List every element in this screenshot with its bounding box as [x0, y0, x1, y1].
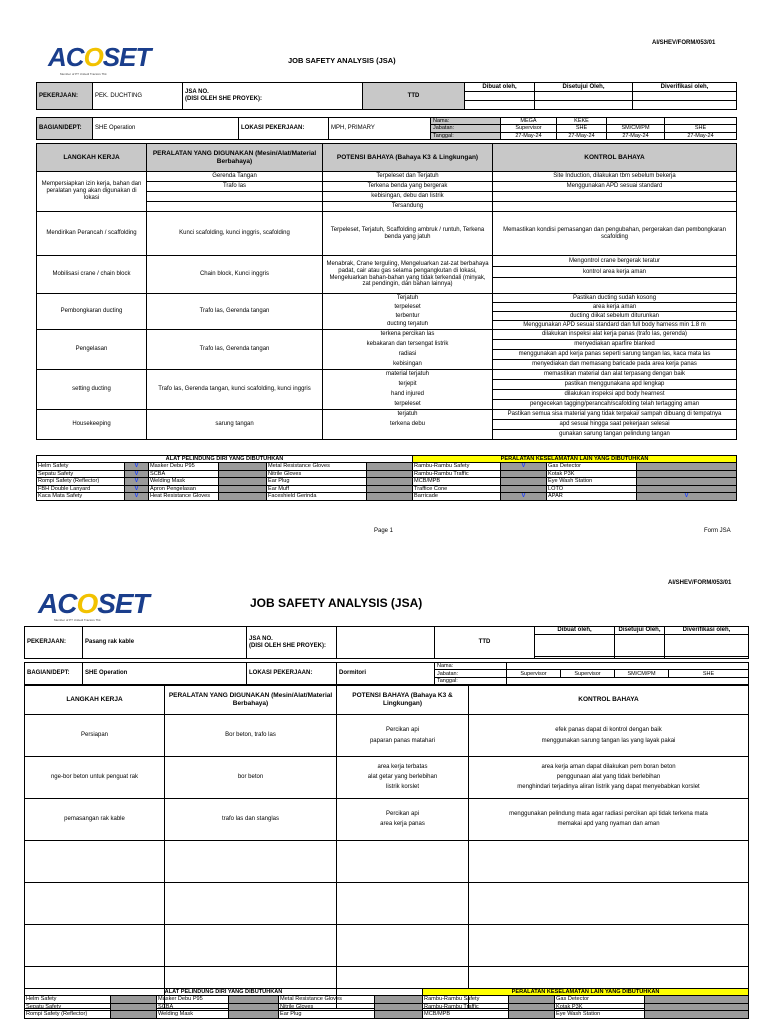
step-row-7-potensi: terjatuh — [323, 410, 493, 420]
step-row-6-kontrol: memastikan material dan alat terpasang dengan baik — [493, 370, 737, 380]
jsa-info-table — [36, 117, 737, 140]
step-row-7-kontrol: apd sesuai hingga saat pekerjaan selesai — [493, 420, 737, 430]
step-row-3-kontrol: kontrol area kerja aman — [493, 267, 737, 278]
sign-jabatan-2: Supervisor — [561, 670, 615, 678]
col-langkah: LANGKAH KERJA — [37, 144, 147, 172]
step-row-7-peralatan: sarung tangan — [147, 410, 323, 440]
apd-check-cell — [637, 463, 737, 470]
apd-item-label: APAR — [547, 493, 637, 500]
logo-tagline: Member of PT Unitedi Tractors Tbk — [60, 72, 107, 76]
step-row-6-kontrol: pastikan menggunakana apd lengkap — [493, 380, 737, 390]
apd-check-cell: V — [501, 493, 547, 500]
apd-check-cell — [501, 478, 547, 485]
jabatan-label: Jabatan: — [435, 670, 507, 678]
step-row-5-langkah: Pengelasan — [37, 330, 147, 370]
bagian-value: SHE Operation — [93, 118, 239, 140]
apd-check-cell: V — [125, 493, 149, 500]
apd-check-cell: V — [125, 463, 149, 470]
lokasi-value: MPH, PRIMARY — [329, 118, 431, 140]
apd-check-cell — [375, 1003, 423, 1010]
pekerjaan-value: PEK. DUCHTING — [93, 83, 183, 110]
apd-item-label: Rambu-Rambu Traffic — [423, 1003, 509, 1010]
form-code: AI/SHEV/FORM/053/01 — [652, 40, 716, 46]
apd-check-cell — [501, 470, 547, 477]
lokasi-label: LOKASI PEKERJAAN: — [239, 118, 329, 140]
disetujui-oleh: Disetujui Oleh, — [535, 83, 633, 92]
step-row-1-peralatan: Bor beton, trafo las — [165, 715, 337, 757]
step-row-7-kontrol: Pastikan semua sisa material yang tidak terpakai/ sampah dibuang di tempatnya — [493, 410, 737, 420]
apd-item-label: Sepatu Safety — [25, 1003, 111, 1010]
sign-jabatan-1: Supervisor — [507, 670, 561, 678]
step-row-5-potensi: kebakaran dan tersengat listrik — [323, 340, 493, 350]
apd-item-label: Masker Debu P95 — [149, 463, 219, 470]
jsa-no-label: JSA NO. (DISI OLEH SHE PROYEK): — [183, 83, 273, 110]
apd-row — [25, 1003, 749, 1010]
apd-item-label: Ear Plug — [267, 478, 367, 485]
apd-check-cell — [509, 996, 555, 1003]
step-row-1-langkah: Mempersiapkan izin kerja, bahan dan peralatan yang akan digunakan di lokasi — [37, 172, 147, 212]
step-row-7-langkah: Housekeeping — [37, 410, 147, 440]
apd-check-cell: V — [125, 478, 149, 485]
sign-jabatan-1: Supervisor — [501, 125, 557, 132]
step-row-5-potensi: radiasi — [323, 350, 493, 360]
apd-check-cell — [645, 996, 749, 1003]
apd-item-label: Heat Resistance Gloves — [149, 493, 219, 500]
col-peralatan: PERALATAN YANG DIGUNAKAN (Mesin/Alat/Material Berbahaya) — [147, 144, 323, 172]
step-row-4-potensi: Terjatuh — [323, 294, 493, 303]
step-row-4-peralatan: Trafo las, Gerenda tangan — [147, 294, 323, 330]
step-row-4-potensi: terpeleset — [323, 303, 493, 312]
sign-jabatan-3: SM/CM/PM — [615, 670, 669, 678]
step-row-2-peralatan: bor beton — [165, 757, 337, 799]
step-row-3-peralatan: trafo las dan stanglas — [165, 799, 337, 841]
apd-row — [25, 1011, 749, 1018]
apd-check-cell — [219, 470, 267, 477]
step-row-1-potensi: Terpeleset dan Terjatuh — [323, 172, 493, 182]
apd-check-cell — [367, 485, 413, 492]
jsa-no-label: JSA NO. (DISI OLEH SHE PROYEK): — [247, 627, 337, 659]
apd-row — [25, 996, 749, 1003]
form-code: AI/SHEV/FORM/053/01 — [668, 580, 732, 586]
step-row-4-kontrol: ducting diikat sebelum diturunkan — [493, 312, 737, 321]
apd-item-label: SCBA — [149, 470, 219, 477]
ttd-label: TTD — [435, 627, 535, 659]
step-row-3-langkah: Mobilisasi crane / chain block — [37, 256, 147, 294]
apd-item-label: Helm Safety — [25, 996, 111, 1003]
apd-check-cell — [645, 1011, 749, 1018]
step-row-3-potensi: Menabrak, Crane terguling, Mengeluarkan zat-zat berbahaya padat, cair atau gas selama pengangkutan di lokasi, Mengeluarkan bahan-bahan yang tidak terkendali (minyak, zat pendingin, dan bahan lainnya) — [323, 256, 493, 294]
step-row-6-peralatan: Trafo las, Gerenda tangan, kunci scafolding, kunci inggris — [147, 370, 323, 410]
apd-check-cell: V — [637, 493, 737, 500]
apd-row — [37, 463, 737, 470]
acset-logo: ACOSET — [38, 588, 149, 619]
apd-check-cell — [229, 1003, 279, 1010]
step-row-1-kontrol: Menggunakan APD sesuai standard — [493, 182, 737, 192]
apd-item-label: Helm Safety — [37, 463, 125, 470]
page-number: Page 1 — [374, 528, 394, 534]
apd-check-cell — [637, 478, 737, 485]
dibuat-oleh: Dibuat oleh, — [535, 627, 615, 635]
step-row-5-potensi: kebisingan — [323, 360, 493, 370]
apd-check-cell — [219, 485, 267, 492]
nama-label: Nama: — [435, 663, 507, 670]
apd-item-label: Apron Pengelasan — [149, 485, 219, 492]
step-row-6-potensi: material terjatuh — [323, 370, 493, 380]
step-row-6-potensi: hand injured — [323, 390, 493, 400]
apd-check-cell — [219, 463, 267, 470]
acset-logo: ACOSET — [48, 42, 151, 72]
jsa-info-table — [24, 662, 749, 686]
apd-item-label: Traffice Cone — [413, 485, 501, 492]
apd-item-label: Gas Detector — [555, 996, 645, 1003]
step-row-1-kontrol: efek panas dapat di kontrol dengan baik menggunakan sarung tangan las yang layak pakai — [469, 715, 749, 757]
other-equipment-title: PERALATAN KESELAMATAN LAIN YANG DIBUTUHKAN — [423, 989, 749, 996]
apd-item-label: Metal Resistance Gloves — [267, 463, 367, 470]
step-row-2-langkah: Mendirikan Perancah / scaffolding — [37, 212, 147, 256]
apd-item-label: Rambu-Rambu Traffic — [413, 470, 501, 477]
sign-date-4: 27-May-24 — [665, 132, 737, 139]
form-label: Form JSA — [704, 528, 731, 534]
apd-check-cell — [219, 478, 267, 485]
page-title: JOB SAFETY ANALYSIS (JSA) — [250, 596, 423, 610]
lokasi-label: LOKASI PEKERJAAN: — [247, 663, 337, 686]
step-row-1-potensi: kebisingan, debu dan listrik — [323, 192, 493, 202]
apd-check-cell — [367, 493, 413, 500]
apd-check-cell — [501, 485, 547, 492]
jsa-steps-table — [36, 143, 737, 440]
apd-item-label: Faceshield Gerinda — [267, 493, 367, 500]
step-row-2-peralatan: Kunci scafolding, kunci inggris, scafolding — [147, 212, 323, 256]
apd-check-cell — [367, 478, 413, 485]
apd-check-cell — [219, 493, 267, 500]
step-row-1-peralatan: Trafo las — [147, 182, 323, 192]
apd-item-label: Metal Resistance Gloves — [279, 996, 375, 1003]
step-row-6-potensi: terpeleset — [323, 400, 493, 410]
apd-item-label: Rambu-Rambu Safety — [413, 463, 501, 470]
step-row-5-peralatan: Trafo las, Gerenda tangan — [147, 330, 323, 370]
step-row-4-potensi: ducting terjatuh — [323, 321, 493, 330]
apd-item-label: Barricade — [413, 493, 501, 500]
apd-check-cell — [229, 996, 279, 1003]
apd-item-label: Eye Wash Station — [547, 478, 637, 485]
step-row-2-kontrol: area kerja aman dapat dilakukan pem boran beton penggunaan alat yang tidak berlebihan menghindari terjadinya aliran listrik yang dapat menyebabkan korslet — [469, 757, 749, 799]
sign-name-1: MEGA — [501, 118, 557, 125]
logo-tagline: Member of PT Unitedi Tractors Tbk — [54, 618, 101, 622]
apd-item-label: Gas Detector — [547, 463, 637, 470]
step-row-2-potensi: Terpeleset, Terjatuh, Scaffolding ambruk / runtuh, Terkena benda yang jatuh — [323, 212, 493, 256]
step-row-2-langkah: nge-bor beton untuk penguat rak — [25, 757, 165, 799]
step-row-1-potensi: Tersandung — [323, 202, 493, 212]
pekerjaan-value: Pasang rak kable — [83, 627, 247, 659]
page-title: JOB SAFETY ANALYSIS (JSA) — [288, 56, 396, 65]
apd-table — [24, 988, 749, 1019]
col-kontrol: KONTROL BAHAYA — [493, 144, 737, 172]
bagian-label: BAGIAN/DEPT: — [25, 663, 83, 686]
sign-name-3 — [607, 118, 665, 125]
apd-item-label: Rambu-Rambu Safety — [423, 996, 509, 1003]
apd-check-cell — [509, 1003, 555, 1010]
step-row-1-potensi: Percikan api paparan panas matahari — [337, 715, 469, 757]
other-equipment-title: PERALATAN KESELAMATAN LAIN YANG DIBUTUHKAN — [413, 456, 737, 463]
dibuat-oleh: Dibuat oleh, — [465, 83, 535, 92]
apd-item-label: Rompi Safety (Reflector) — [25, 1011, 111, 1018]
apd-row — [37, 493, 737, 500]
apd-check-cell — [111, 1003, 157, 1010]
col-langkah: LANGKAH KERJA — [25, 685, 165, 715]
apd-check-cell — [375, 996, 423, 1003]
apd-title: ALAT PELINDUNG DIRI YANG DIBUTUHKAN — [25, 989, 423, 996]
apd-check-cell: V — [125, 485, 149, 492]
apd-item-label: Kaca Mata Safety — [37, 493, 125, 500]
step-row-4-kontrol: area kerja aman — [493, 303, 737, 312]
step-row-3-peralatan: Chain block, Kunci inggris — [147, 256, 323, 294]
sign-name-4 — [665, 118, 737, 125]
diverifikasi-oleh: Diverifikasi oleh, — [665, 627, 749, 635]
bagian-label: BAGIAN/DEPT: — [37, 118, 93, 140]
apd-item-label: Nitrile Gloves — [267, 470, 367, 477]
apd-item-label: Nitrile Gloves — [279, 1003, 375, 1010]
step-row-5-potensi: terkena percikan las — [323, 330, 493, 340]
sign-date-3: 27-May-24 — [607, 132, 665, 139]
apd-check-cell: V — [501, 463, 547, 470]
step-row-6-kontrol: pengecekan tagging/perancah/scafolding telah tertagging aman — [493, 400, 737, 410]
jsa-header-table — [24, 626, 749, 659]
step-row-4-potensi: terbentur — [323, 312, 493, 321]
apd-check-cell — [229, 1011, 279, 1018]
lokasi-value: Dormitori — [337, 663, 435, 686]
col-potensi: POTENSI BAHAYA (Bahaya K3 & Lingkungan) — [323, 144, 493, 172]
apd-title: ALAT PELINDUNG DIRI YANG DIBUTUHKAN — [37, 456, 413, 463]
sign-name-2: KEKE — [557, 118, 607, 125]
diverifikasi-oleh: Diverifikasi oleh, — [633, 83, 737, 92]
apd-item-label: Kotak P3K — [555, 1003, 645, 1010]
step-row-3-kontrol: Mengontrol crane bergerak teratur — [493, 256, 737, 267]
step-row-1-potensi: Terkena benda yang bergerak — [323, 182, 493, 192]
apd-check-cell — [111, 996, 157, 1003]
step-row-2-potensi: area kerja terbatas alat getar yang berlebihan listrik korslet — [337, 757, 469, 799]
apd-item-label: SCBA — [157, 1003, 229, 1010]
step-row-3-potensi: Percikan api area kerja panas — [337, 799, 469, 841]
apd-item-label: Sepatu Safety — [37, 470, 125, 477]
step-row-1-kontrol: Site Induction, dilakukan tbm sebelum bekerja — [493, 172, 737, 182]
step-row-6-kontrol: dilakukan inspeksi apd body hearnest — [493, 390, 737, 400]
apd-item-label: Ear Plug — [279, 1011, 375, 1018]
apd-item-label: Ear Muff — [267, 485, 367, 492]
apd-item-label: Rompi Safety (Reflector) — [37, 478, 125, 485]
nama-label: Nama: — [431, 118, 501, 125]
step-row-1-langkah: Persiapan — [25, 715, 165, 757]
apd-item-label: MCB/MPB — [423, 1011, 509, 1018]
step-row-4-kontrol: Menggunakan APD sesuai standard dan full body harness min 1.8 m — [493, 321, 737, 330]
step-row-3-kontrol: menggunakan pelindung mata agar radiasi percikan api tidak terkena mata memakai apd yang nyaman dan aman — [469, 799, 749, 841]
sign-jabatan-2: SHE — [557, 125, 607, 132]
step-row-5-kontrol: menyediakan aparfire blanked — [493, 340, 737, 350]
apd-check-cell — [637, 485, 737, 492]
apd-item-label: Welding Mask — [157, 1011, 229, 1018]
step-row-6-langkah: setting ducting — [37, 370, 147, 410]
step-row-5-kontrol: menggunakan apd kerja panas seperti sarung tangan las, kaca mata las — [493, 350, 737, 360]
tanggal-label: Tanggal: — [435, 678, 507, 685]
apd-item-label: FBH Double Lanyard — [37, 485, 125, 492]
apd-item-label: Welding Mask — [149, 478, 219, 485]
jsa-header-table — [36, 82, 737, 110]
step-row-5-kontrol: dilakukan inspeksi alat kerja panas (trafo las, gerenda) — [493, 330, 737, 340]
apd-check-cell — [509, 1011, 555, 1018]
step-row-5-kontrol: menyediakan dan memasang baricade pada area kerja panas — [493, 360, 737, 370]
sign-jabatan-4: SHE — [665, 125, 737, 132]
tanggal-label: Tanggal: — [431, 132, 501, 139]
apd-row — [37, 478, 737, 485]
step-row-7-potensi: terkena debu — [323, 420, 493, 430]
apd-check-cell — [375, 1011, 423, 1018]
step-row-3-langkah: pemasangan rak kable — [25, 799, 165, 841]
step-row-2-kontrol: Memastikan kondisi pemasangan dan pengubahan, pergerakan dan pembongkaran scafolding — [493, 212, 737, 256]
apd-check-cell — [367, 470, 413, 477]
apd-item-label: Eye Wash Station — [555, 1011, 645, 1018]
apd-table — [36, 455, 737, 501]
apd-check-cell — [111, 1011, 157, 1018]
jsa-page-2 — [0, 548, 768, 1024]
bagian-value: SHE Operation — [83, 663, 247, 686]
apd-item-label: Kotak P3K — [547, 470, 637, 477]
jabatan-label: Jabatan: — [431, 125, 501, 132]
col-kontrol: KONTROL BAHAYA — [469, 685, 749, 715]
apd-item-label: MCB/MPB — [413, 478, 501, 485]
apd-item-label: LOTO — [547, 485, 637, 492]
step-row-6-potensi: terjepit — [323, 380, 493, 390]
jsa-steps-table — [24, 684, 749, 1009]
col-peralatan: PERALATAN YANG DIGUNAKAN (Mesin/Alat/Material Berbahaya) — [165, 685, 337, 715]
step-row-1-peralatan: Gerenda Tangan — [147, 172, 323, 182]
apd-row — [37, 485, 737, 492]
sign-date-1: 27-May-24 — [501, 132, 557, 139]
ttd-label: TTD — [363, 83, 465, 110]
sign-jabatan-4: SHE — [669, 670, 749, 678]
step-row-4-kontrol: Pastikan ducting sudah kosong — [493, 294, 737, 303]
apd-item-label: Masker Debu P95 — [157, 996, 229, 1003]
apd-check-cell: V — [125, 470, 149, 477]
pekerjaan-label: PEKERJAAN: — [37, 83, 93, 110]
disetujui-oleh: Disetujui Oleh, — [615, 627, 665, 635]
pekerjaan-label: PEKERJAAN: — [25, 627, 83, 659]
step-row-4-langkah: Pembongkaran ducting — [37, 294, 147, 330]
sign-date-2: 27-May-24 — [557, 132, 607, 139]
step-row-7-kontrol: gunakan sarung tangan pelindung tangan — [493, 430, 737, 440]
apd-check-cell — [367, 463, 413, 470]
col-potensi: POTENSI BAHAYA (Bahaya K3 & Lingkungan) — [337, 685, 469, 715]
apd-row — [37, 470, 737, 477]
sign-jabatan-3: SM/CM/PM — [607, 125, 665, 132]
apd-check-cell — [637, 470, 737, 477]
apd-check-cell — [645, 1003, 749, 1010]
